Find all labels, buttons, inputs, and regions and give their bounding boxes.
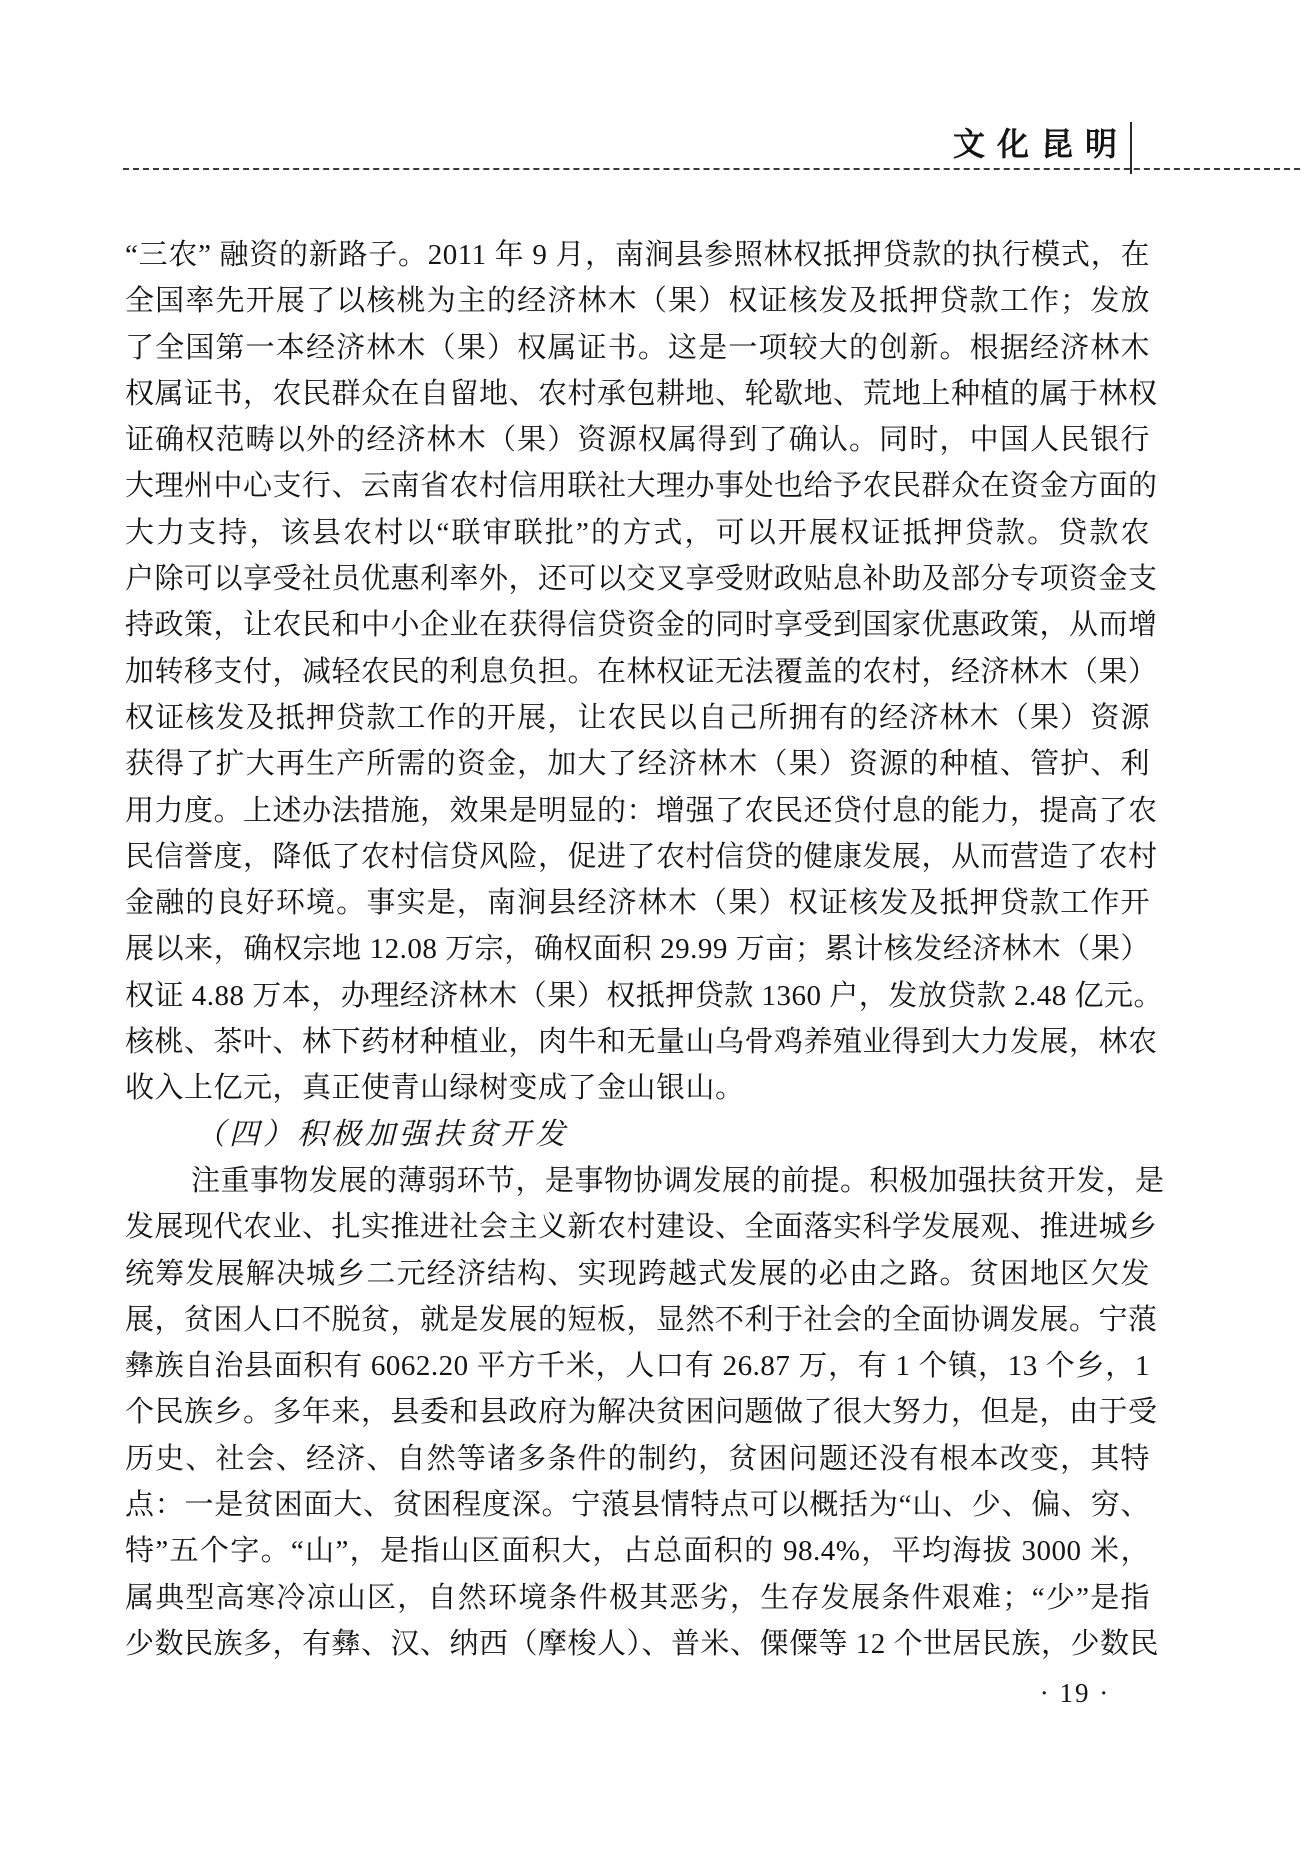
text-line: 注重事物发展的薄弱环节，是事物协调发展的前提。积极加强扶贫开发，是 xyxy=(191,1164,1165,1197)
text-line: 核桃、茶叶、林下药材种植业，肉牛和无量山乌骨鸡养殖业得到大力发展，林农 xyxy=(125,1026,1158,1059)
section-heading: （四）积极加强扶贫开发 xyxy=(195,1117,569,1151)
text-line: 权证 4.88 万本，办理经济林木（果）权抵押贷款 1360 户，发放贷款 2.48 亿元。 xyxy=(125,979,1164,1012)
text-line: 金融的良好环境。事实是，南涧县经济林木（果）权证核发及抵押贷款工作开 xyxy=(125,887,1150,920)
page-number: · 19 · xyxy=(1039,1678,1111,1708)
text-line: 加转移支付，减轻农民的利息负担。在林权证无法覆盖的农村，经济林木（果） xyxy=(125,655,1158,688)
text-line: 获得了扩大再生产所需的资金，加大了经济林木（果）资源的种植、管护、利 xyxy=(125,748,1150,781)
text-line: 历史、社会、经济、自然等诸多条件的制约，贫困问题还没有根本改变，其特 xyxy=(125,1442,1150,1475)
text-line: 展以来，确权宗地 12.08 万宗，确权面积 29.99 万亩；累计核发经济林木（果） xyxy=(125,933,1150,966)
text-line: 大理州中心支行、云南省农村信用联社大理办事处也给予农民群众在资金方面的 xyxy=(125,470,1158,503)
text-line: 权属证书，农民群众在自留地、农村承包耕地、轮歇地、荒地上种植的属于林权 xyxy=(125,377,1158,410)
text-line: 特”五个字。“山”，是指山区面积大，占总面积的 98.4%，平均海拔 3000 米， xyxy=(125,1535,1150,1568)
header-divider-bar xyxy=(1130,122,1132,174)
text-line: 权证核发及抵押贷款工作的开展，让农民以自己所拥有的经济林木（果）资源 xyxy=(125,701,1150,734)
text-line: 持政策，让农民和中小企业在获得信贷资金的同时享受到国家优惠政策，从而增 xyxy=(125,609,1158,642)
text-line: 发展现代农业、扎实推进社会主义新农村建设、全面落实科学发展观、推进城乡 xyxy=(125,1211,1158,1244)
text-line: “三农” 融资的新路子。2011 年 9 月，南涧县参照林权抵押贷款的执行模式，在 xyxy=(125,239,1150,271)
text-line: 全国率先开展了以核桃为主的经济林木（果）权证核发及抵押贷款工作；发放 xyxy=(125,285,1150,318)
text-line: 统筹发展解决城乡二元经济结构、实现跨越式发展的必由之路。贫困地区欠发 xyxy=(125,1257,1150,1290)
header-dashed-rule xyxy=(123,168,1300,170)
text-line: 民信誉度，降低了农村信贷风险，促进了农村信贷的健康发展，从而营造了农村 xyxy=(125,840,1158,873)
text-line: 了全国第一本经济林木（果）权属证书。这是一项较大的创新。根据经济林木 xyxy=(125,331,1150,364)
text-line: 户除可以享受社员优惠利率外，还可以交叉享受财政贴息补助及部分专项资金支 xyxy=(125,563,1158,596)
text-line: 个民族乡。多年来，县委和县政府为解决贫困问题做了很大努力，但是，由于受 xyxy=(125,1396,1158,1429)
page-body xyxy=(125,232,1165,1667)
text-line: 属典型高寒冷凉山区，自然环境条件极其恶劣，生存发展条件艰难；“少”是指 xyxy=(125,1581,1150,1614)
text-line: 收入上亿元，真正使青山绿树变成了金山银山。 xyxy=(125,1072,745,1105)
text-line: 证确权范畴以外的经济林木（果）资源权属得到了确认。同时，中国人民银行 xyxy=(125,424,1150,457)
text-line: 展，贫困人口不脱贫，就是发展的短板，显然不利于社会的全面协调发展。宁蒗 xyxy=(125,1303,1158,1336)
text-line: 彝族自治县面积有 6062.20 平方千米，人口有 26.87 万，有 1 个镇，13 个乡，1 xyxy=(125,1350,1150,1383)
text-line: 少数民族多，有彝、汉、纳西（摩梭人）、普米、傈僳等 12 个世居民族，少数民 xyxy=(125,1627,1160,1660)
header-title: 文化昆明 xyxy=(952,126,1129,162)
text-line: 大力支持，该县农村以“联审联批”的方式，可以开展权证抵押贷款。贷款农 xyxy=(125,516,1150,549)
text-line: 用力度。上述办法措施，效果是明显的：增强了农民还贷付息的能力，提高了农 xyxy=(125,794,1158,827)
text-line: 点：一是贫困面大、贫困程度深。宁蒗县情特点可以概括为“山、少、偏、穷、 xyxy=(125,1489,1150,1522)
